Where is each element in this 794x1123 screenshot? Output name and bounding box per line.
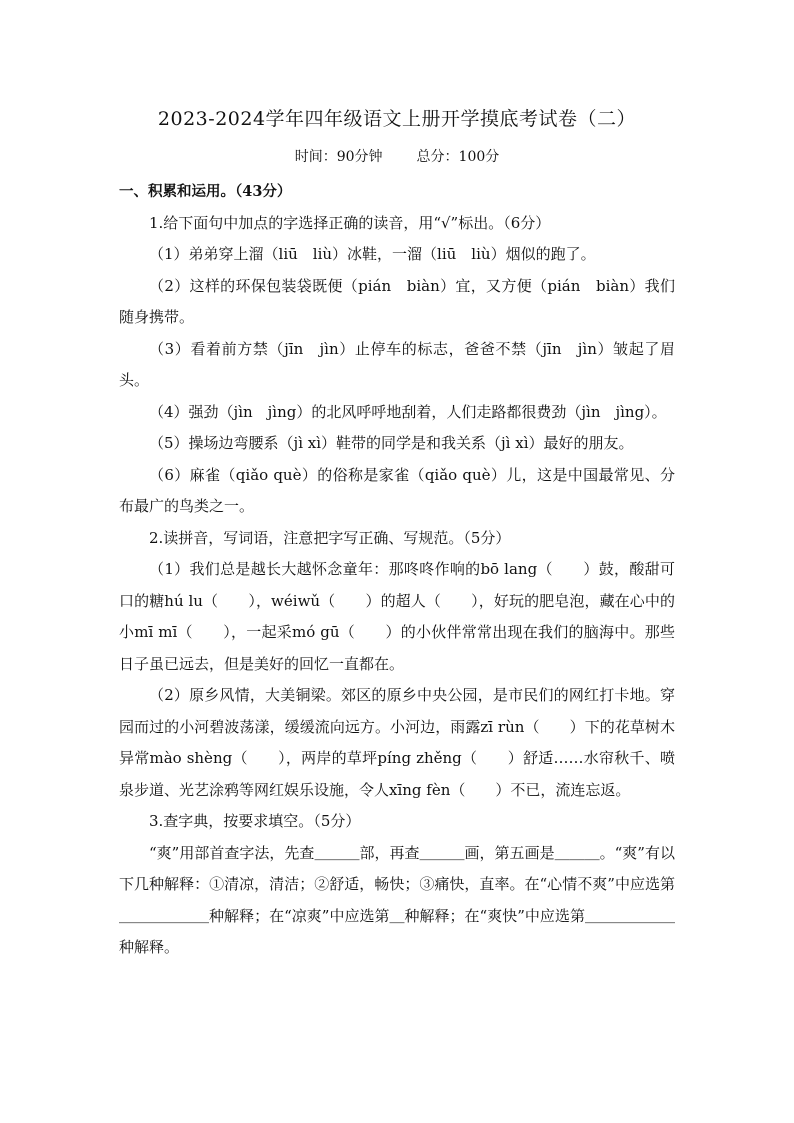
exam-meta	[0, 146, 794, 166]
question-1-item: （1）弟弟穿上溜（liū liù）冰鞋，一溜（liū liù）烟似的跑了。	[149, 245, 596, 263]
page-title: 2023-2024学年四年级语文上册开学摸底考试卷（二）	[157, 108, 637, 130]
question-1-stem: 1.给下面句中加点的字选择正确的读音，用“√”标出。（6分）	[149, 213, 551, 232]
exam-content	[119, 176, 675, 964]
question-3-stem: 3.查字典，按要求填空。（5分）	[149, 812, 361, 830]
question-1-item: （4）强劲（jìn jìng）的北风呼呼地刮着，人们走路都很费劲（jìn jìng）。	[149, 402, 667, 421]
question-2-paragraph: （2）原乡风情，大美铜梁。郊区的原乡中央公园，是市民们的网红打卡地。穿园而过的小河碧波荡漾，缓缓流向远方。小河边，雨露zī rùn（ ）下的花草树木异常mào shèng（ ），两岸的草坪píng zhěng（ ）舒适……水帘秋千、喷泉步道、光艺涂鸦等网红娱乐设施，令人xīng fèn（ ）不已，流连忘返。	[119, 686, 675, 799]
section-heading: 一、积累和运用。（43分）	[119, 183, 292, 200]
question-1-item: （3）看着前方禁（jīn jìn）止停车的标志，爸爸不禁（jīn jìn）皱起了眉头。	[119, 339, 675, 389]
question-1-item: （2）这样的环保包装袋既便（pián biàn）宜，又方便（pián biàn）我们随身携带。	[119, 276, 675, 326]
question-1-item: （6）麻雀（qiǎo què）的俗称是家雀（qiǎo què）儿，这是中国最常见、分布最广的鸟类之一。	[119, 465, 675, 515]
question-1-item: （5）操场边弯腰系（jì xì）鞋带的同学是和我关系（jì xì）最好的朋友。	[149, 434, 634, 452]
score-label: 总分：100分	[416, 149, 500, 165]
question-2-paragraph: （1）我们总是越长大越怀念童年：那咚咚作响的bō lang（ ）鼓，酸甜可口的糖hú lu（ ），wéiwǔ（ ）的超人（ ），好玩的肥皂泡，藏在心中的小mī mī（ ），一起采mó gū（ ）的小伙伴常常出现在我们的脑海中。那些日子虽已远去，但是美好的回忆一直都在。	[119, 560, 675, 673]
time-label: 时间：90分钟	[294, 149, 383, 165]
question-3-body: “爽”用部首查字法，先查＿＿＿部，再查＿＿＿画，第五画是＿＿＿。“爽”有以下几种解释：①清凉，清洁；②舒适，畅快；③痛快，直率。在“心情不爽”中应选第＿＿＿＿＿＿种解释；在“凉爽”中应选第＿种解释；在“爽快”中应选第＿＿＿＿＿＿种解释。	[119, 843, 675, 956]
question-2-stem: 2.读拼音，写词语，注意把字写正确、写规范。（5分）	[149, 528, 511, 547]
